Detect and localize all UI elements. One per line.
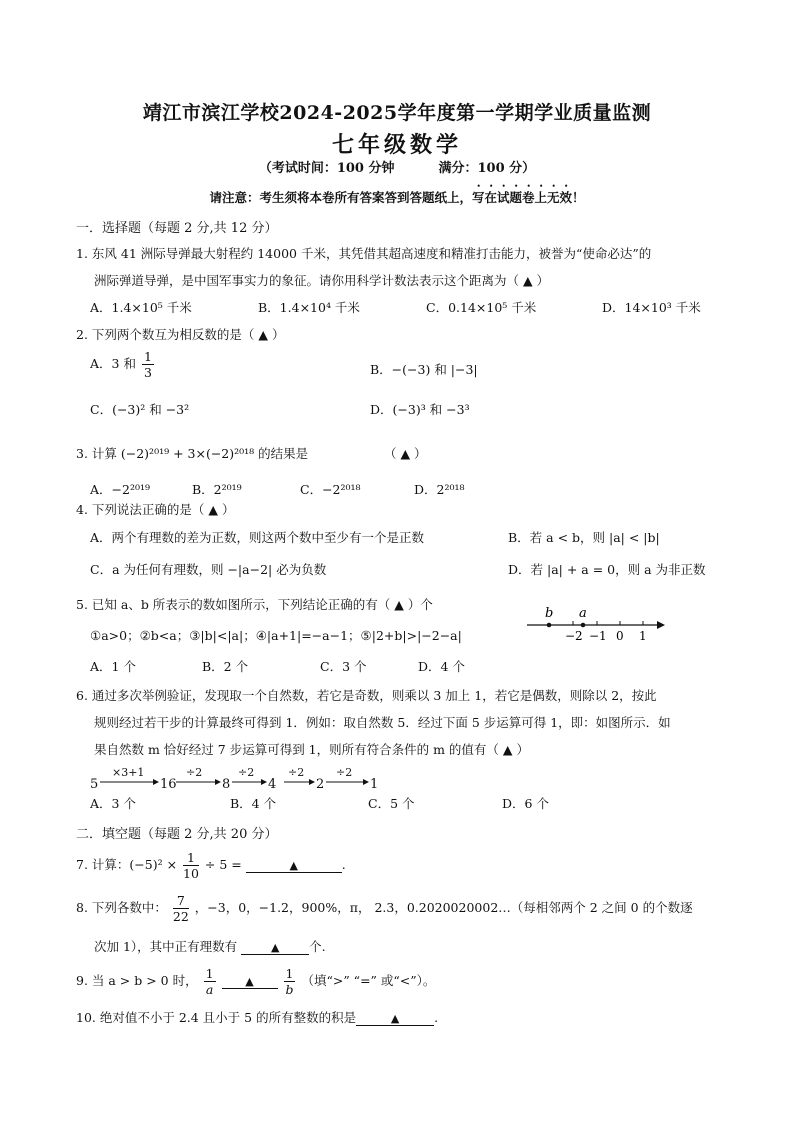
q9-answer-blank: ▲	[222, 975, 278, 989]
q3-option-a: A．−2²⁰¹⁹	[90, 482, 150, 497]
q6-option-d: D．6 个	[502, 796, 549, 811]
q3-option-b: B．2²⁰¹⁹	[192, 482, 242, 497]
q9-fraction-a	[204, 966, 216, 997]
q7-post: ÷ 5 =	[204, 857, 242, 872]
q2-option-d: D．(−3)³ 和 −3³	[370, 402, 470, 417]
q1-line2: 洲际弹道导弹，是中国军事实力的象征。请你用科学计数法表示这个距离为（ ▲ ）	[94, 273, 550, 288]
q6-option-a: A．3 个	[90, 796, 136, 811]
q10-pre: 10. 绝对值不小于 2.4 且小于 5 的所有整数的积是	[76, 1010, 357, 1025]
q2-option-c: C．(−3)² 和 −3²	[90, 402, 190, 417]
q9-pre: 9. 当 a > b > 0 时，	[76, 973, 198, 988]
q10	[76, 1008, 438, 1026]
q6-option-c: C．5 个	[368, 796, 415, 811]
exam-title: 靖江市滨江学校2024-2025学年度第一学期学业质量监测	[142, 102, 652, 124]
q2-stem: 2. 下列两个数互为相反数的是（ ▲ ）	[76, 327, 285, 342]
exam-info	[0, 157, 794, 176]
q2-a-den: 3	[143, 365, 152, 380]
q5-option-a: A．1 个	[90, 659, 136, 674]
q7	[76, 850, 346, 881]
flow-n8: 8	[222, 777, 231, 792]
q10-end: .	[434, 1010, 439, 1025]
q4-stem: 4. 下列说法正确的是（ ▲ ）	[76, 502, 235, 517]
exam-notice	[0, 183, 794, 206]
flow-n5: 5	[90, 777, 99, 792]
q5-option-d: D．4 个	[418, 659, 465, 674]
flow-n1: 1	[370, 777, 379, 792]
q8-line1	[76, 893, 693, 924]
flow-op3: ÷2	[238, 766, 255, 779]
q6-line2: 规则经过若干步的计算最终可得到 1．例如：取自然数 5．经过下面 5 步运算可得 1，即：如图所示．如	[94, 715, 671, 730]
q1-line1: 1. 东风 41 洲际导弹最大射程约 14000 千米，其凭借其超高速度和精准打击能力，被誉为“使命必达”的	[76, 246, 652, 261]
notice-prefix: 请注意：考生须将本卷所有答案答到答题纸上，	[209, 190, 472, 205]
q7-answer-blank: ▲	[246, 859, 342, 873]
tick-label-1: 1	[639, 629, 647, 643]
flow-n16: 16	[160, 777, 177, 792]
q6-option-b: B．4 个	[230, 796, 277, 811]
q4-option-b: B．若 a < b，则 |a| < |b|	[508, 530, 660, 545]
notice-emphasis: 写在试题卷上无效！	[472, 190, 585, 205]
q9-post: （填“>” “=” 或“<”）。	[301, 973, 436, 988]
q9-num-a: 1	[205, 966, 214, 981]
section-fill: 二．填空题（每题 2 分,共 20 分）	[76, 827, 278, 842]
q9	[76, 966, 435, 997]
tick-label-neg1: −1	[589, 629, 607, 643]
q9-den-b: b	[285, 982, 294, 997]
q3-stem: 3. 计算 (−2)²⁰¹⁹ + 3×(−2)²⁰¹⁸ 的结果是	[76, 446, 309, 461]
exam-subject: 七年级数学	[331, 132, 462, 158]
q8-fraction	[173, 893, 189, 924]
flow-n2: 2	[316, 777, 325, 792]
q6-line3: 果自然数 m 恰好经过 7 步运算可得到 1，则所有符合条件的 m 的值有（ ▲ ）	[94, 742, 529, 757]
number-line	[525, 605, 670, 645]
exam-score: 满分：100 分）	[438, 161, 536, 176]
q5-conditions: ①a>0；②b<a；③|b|<|a|；④|a+1|=−a−1；⑤|2+b|>|−2−a|	[90, 628, 462, 643]
q3-paren: （ ▲ ）	[384, 446, 427, 461]
flow-op4: ÷2	[288, 766, 305, 779]
q7-pre: 7. 计算：(−5)² ×	[76, 857, 178, 872]
q8-line2-post: 个.	[309, 939, 326, 954]
flow-op5: ÷2	[336, 766, 353, 779]
tick-label-neg2: −2	[565, 629, 583, 643]
q2-option-b: B．−(−3) 和 |−3|	[370, 362, 478, 377]
flow-op1: ×3+1	[112, 766, 145, 779]
q2-option-a	[90, 349, 156, 380]
q7-num: 1	[183, 850, 199, 866]
q9-den-a: a	[205, 982, 214, 997]
flow-op2: ÷2	[186, 766, 203, 779]
q2-a-fraction	[142, 349, 154, 380]
label-a: a	[579, 606, 587, 621]
q2-a-text: A．3 和	[90, 356, 136, 371]
q4-option-a: A．两个有理数的差为正数，则这两个数中至少有一个是正数	[90, 530, 425, 545]
q1-option-d: D．14×10³ 千米	[602, 300, 701, 315]
q7-end: .	[341, 857, 346, 872]
label-b: b	[545, 606, 554, 621]
q8-num: 7	[173, 893, 189, 909]
flow-n4: 4	[268, 777, 277, 792]
q8-line2-pre: 次加 1），其中正有理数有	[94, 939, 238, 954]
q2-a-num: 1	[143, 349, 152, 364]
tick-label-0: 0	[616, 629, 624, 643]
q8-den: 22	[172, 909, 189, 924]
q3-option-d: D．2²⁰¹⁸	[414, 482, 465, 497]
q8-answer-blank: ▲	[241, 941, 309, 955]
exam-time: （考试时间：100 分钟	[258, 161, 395, 176]
q5-option-b: B．2 个	[202, 659, 249, 674]
point-a	[581, 623, 586, 628]
q1-option-b: B．1.4×10⁴ 千米	[258, 300, 360, 315]
q8-pre: 8. 下列各数中：	[76, 900, 167, 915]
q10-answer-blank: ▲	[356, 1012, 434, 1026]
q1-option-c: C．0.14×10⁵ 千米	[426, 300, 537, 315]
q4-option-c: C．a 为任何有理数，则 −|a−2| 必为负数	[90, 562, 327, 577]
q4-option-d: D．若 |a| + a = 0，则 a 为非正数	[508, 562, 706, 577]
q8-post: ，−3，0，−1.2，900%，π， 2.3，0.2020020002…（每相邻两个 2 之间 0 的个数逐	[194, 900, 693, 915]
axis-arrow	[657, 621, 665, 629]
q5-option-c: C．3 个	[320, 659, 367, 674]
q3-option-c: C．−2²⁰¹⁸	[300, 482, 361, 497]
point-b	[547, 623, 552, 628]
q6-flow-diagram	[88, 762, 388, 794]
q1-option-a: A．1.4×10⁵ 千米	[90, 300, 192, 315]
section-choice: 一．选择题（每题 2 分,共 12 分）	[76, 221, 278, 236]
q7-fraction	[183, 850, 199, 881]
q9-num-b: 1	[285, 966, 294, 981]
q7-den: 10	[183, 866, 199, 881]
q8-line2	[94, 937, 326, 955]
q6-line1: 6. 通过多次举例验证，发现取一个自然数，若它是奇数，则乘以 3 加上 1，若它是偶数，则除以 2，按此	[76, 688, 657, 703]
q5-stem: 5. 已知 a、b 所表示的数如图所示，下列结论正确的有（ ▲ ）个	[76, 597, 433, 612]
q9-fraction-b	[284, 966, 296, 997]
